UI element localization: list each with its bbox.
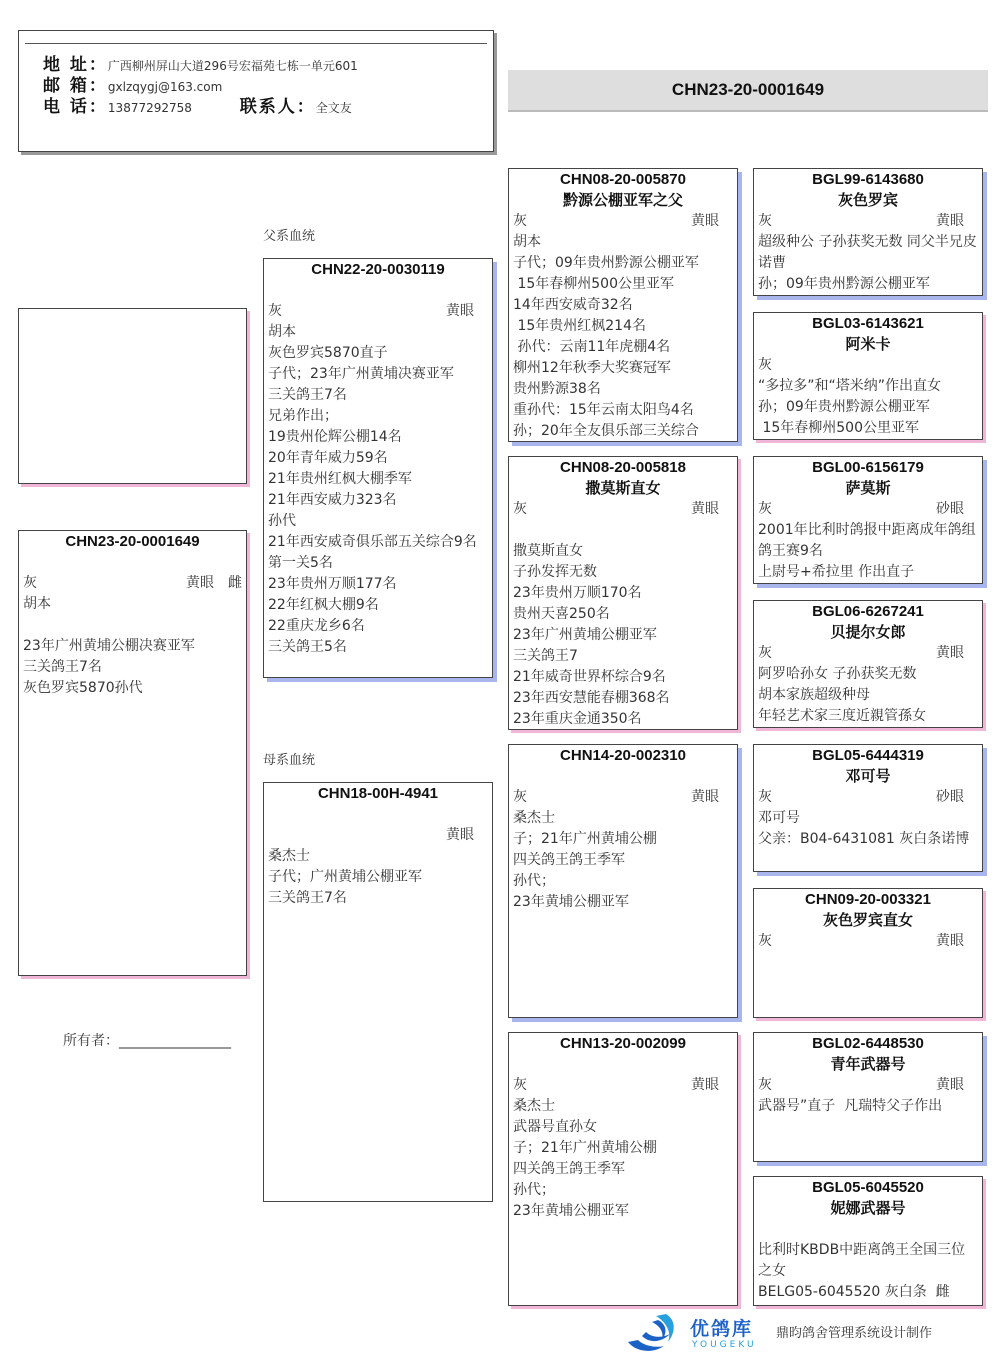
fmm-attrs (754, 643, 982, 664)
ffm-attrs (754, 355, 982, 376)
color: 灰 (758, 933, 772, 949)
mfm-card (753, 888, 983, 1018)
title-bar (508, 70, 988, 112)
mmm-notes: 比利时KBDB中距离鸽王全国三位之女 BELG05-6045520 灰白条 雌 (758, 1242, 966, 1300)
eye: 砂眼 (936, 789, 964, 805)
mf-notes: 桑杰士 子；21年广州黄埔公棚 四关鸽王鸽王季军 孙代； 23年黄埔公棚亚军 (513, 810, 657, 910)
sex: 雌 (228, 575, 242, 591)
eye: 黄眼 (186, 575, 214, 591)
mmf-card (753, 1032, 983, 1162)
fmm-name: 贝提尔女郎 (830, 623, 906, 641)
mf-card (508, 744, 738, 1018)
fmm-ring: BGL06-6267241 (812, 603, 924, 620)
ffm-ring: BGL03-6143621 (812, 315, 924, 332)
eye: 黄眼 (936, 645, 964, 661)
owner-line: 所有者：________________ (63, 1033, 231, 1049)
bird-logo-icon (622, 1312, 686, 1356)
color: 灰 (758, 357, 772, 373)
mother-ring: CHN18-00H-4941 (317, 785, 439, 802)
color: 灰 (513, 501, 527, 517)
color: 灰 (513, 789, 527, 805)
eye: 黄眼 (691, 501, 719, 517)
father-attrs (264, 301, 492, 322)
fff-card (753, 168, 983, 296)
mff-ring: BGL05-6444319 (812, 747, 924, 764)
mmm-name: 妮娜武器号 (830, 1199, 906, 1217)
eye: 黄眼 (936, 213, 964, 229)
mfm-attrs (754, 931, 982, 952)
color: 灰 (513, 213, 527, 229)
fm-ring: CHN08-20-005818 (560, 459, 686, 476)
mff-attrs (754, 787, 982, 808)
phone-value: 13877292758 (107, 101, 192, 115)
mf-name (509, 766, 737, 787)
color: 灰 (513, 1077, 527, 1093)
color: 灰 (758, 645, 772, 661)
mother-section-label: 母系血统 (263, 753, 316, 768)
mfm-ring: CHN09-20-003321 (805, 891, 931, 908)
mmf-name: 青年武器号 (830, 1055, 906, 1073)
mm-name (509, 1054, 737, 1075)
contact-value: 全文友 (315, 101, 352, 115)
mm-card (508, 1032, 738, 1306)
color: 灰 (758, 1077, 772, 1093)
mff-name: 邓可号 (845, 767, 891, 785)
mf-attrs (509, 787, 737, 808)
mother-card (263, 782, 493, 1202)
mff-card (753, 744, 983, 872)
mm-ring: CHN13-20-002099 (560, 1035, 686, 1052)
photo-box (18, 308, 247, 484)
mmf-attrs (754, 1075, 982, 1096)
mother-attrs (264, 825, 492, 846)
email-row: 邮 箱：gxlzqygj@163.com (43, 76, 223, 96)
mfm-name: 灰色罗宾直女 (822, 911, 913, 929)
color: 灰 (758, 213, 772, 229)
address-row: 地 址：广西柳州屏山大道296号宏福苑七栋一单元601 (43, 55, 358, 75)
father-card (263, 258, 493, 678)
eye: 砂眼 (936, 501, 964, 517)
ffm-card (753, 312, 983, 440)
fmm-card (753, 600, 983, 728)
main-bird-card (18, 530, 247, 976)
fff-attrs (754, 211, 982, 232)
mf-ring: CHN14-20-002310 (560, 747, 686, 764)
fmf-card (753, 456, 983, 584)
fmf-notes: 2001年比利时鸽报中距离成年鸽组鸽王赛9名 上尉号+希拉里 作出直子 (758, 522, 976, 580)
eye: 黄眼 (446, 827, 474, 843)
address-value: 广西柳州屏山大道296号宏福苑七栋一单元601 (107, 59, 358, 73)
fff-name: 灰色罗宾 (837, 191, 898, 209)
father-section-label: 父系血统 (263, 229, 316, 244)
brand-en: YOUGEKU (692, 1340, 757, 1350)
mmm-ring: BGL05-6045520 (812, 1179, 924, 1196)
main-bird-notes: 胡本 23年广州黄埔公棚决赛亚军 三关鸽王7名 灰色罗宾5870孙代 (23, 596, 195, 696)
fmf-ring: BGL00-6156179 (812, 459, 924, 476)
mm-notes: 桑杰士 武器号直孙女 子；21年广州黄埔公棚 四关鸽王鸽王季军 孙代； 23年黄埔公棚亚军 (513, 1098, 657, 1219)
email-value: gxlzqygj@163.com (107, 80, 223, 94)
ffm-notes: “多拉多”和“塔米纳”作出直女 孙；09年贵州黔源公棚亚军 15年春柳州500公里亚军 (758, 378, 942, 436)
mmm-card (753, 1176, 983, 1306)
mother-notes: 桑杰士 子代；广州黄埔公棚亚军 三关鸽王7名 (268, 848, 422, 906)
color: 灰 (23, 575, 37, 591)
footer-brand (622, 1312, 982, 1358)
color: 灰 (758, 789, 772, 805)
fff-ring: BGL99-6143680 (812, 171, 924, 188)
ff-name: 黔源公棚亚军之父 (562, 191, 683, 209)
fm-name: 撒莫斯直女 (585, 479, 661, 497)
fm-notes: 撒莫斯直女 子孙发挥无数 23年贵州万顺170名 贵州天喜250名 23年广州黄埔公棚亚军 三关鸽王7 21年威奇世界杯综合9名 23年西安慧能春棚368名 23年重庆金通350名 (513, 543, 670, 727)
fmf-name: 萨莫斯 (845, 479, 891, 497)
father-notes: 胡本 灰色罗宾5870直子 子代；23年广州黄埔决赛亚军 三关鸽王7名 兄弟作出； 19贵州伦辉公棚14名 20年青年威力59名 21年贵州红枫大棚季军 21年西安威力323名 孙代 21年西安威奇俱乐部五关综合9名 第一关5名 23年贵州万顺177名 22年红枫大棚9名 22重庆龙乡6名 三关鸽王5名 (268, 324, 477, 655)
ff-notes: 胡本 子代；09年贵州黔源公棚亚军 15年春柳州500公里亚军 14年西安威奇32名 15年贵州红枫214名 孙代：云南11年虎棚4名 柳州12年秋季大奖赛冠军 贵州黔源38名 重孙代：15年云南太阳鸟4名 孙；20年全友俱乐部三关综合 (513, 234, 699, 439)
main-bird-attrs (19, 573, 246, 594)
eye: 黄眼 (446, 303, 474, 319)
ff-attrs (509, 211, 737, 232)
mmf-ring: BGL02-6448530 (812, 1035, 924, 1052)
ffm-name: 阿米卡 (845, 335, 891, 353)
fmm-notes: 阿罗哈孙女 子孙获奖无数 胡本家族超级种母 年轻艺术家三度近親管孫女 (758, 666, 926, 724)
eye: 黄眼 (936, 1077, 964, 1093)
color: 灰 (268, 303, 282, 319)
eye: 黄眼 (691, 789, 719, 805)
brand-cn: 优鸽库 (690, 1318, 754, 1340)
eye: 黄眼 (936, 933, 964, 949)
color: 灰 (758, 501, 772, 517)
header-rule (25, 43, 487, 44)
ff-ring: CHN08-20-005870 (560, 171, 686, 188)
mm-attrs (509, 1075, 737, 1096)
father-ring: CHN22-20-0030119 (311, 261, 445, 278)
ff-card (508, 168, 738, 442)
phone-row: 电 话：13877292758 联系人：全文友 (43, 97, 352, 117)
eye: 黄眼 (691, 1077, 719, 1093)
fm-card (508, 456, 738, 730)
fm-attrs (509, 499, 737, 520)
footer-credit: 鼎昀鸽舍管理系统设计制作 (776, 1326, 933, 1341)
main-bird-ring: CHN23-20-0001649 (65, 533, 200, 550)
fmf-attrs (754, 499, 982, 520)
eye: 黄眼 (691, 213, 719, 229)
contact-box (18, 30, 494, 152)
fff-notes: 超级种公 子孙获奖无数 同父半兄皮诺曹 孙；09年贵州黔源公棚亚军 (758, 234, 977, 292)
title-ring: CHN23-20-0001649 (671, 80, 825, 99)
mmf-notes: 武器号”直子 凡瑞特父子作出 (758, 1098, 943, 1114)
mff-notes: 邓可号 父亲：B04-6431081 灰白条诺博 (758, 810, 970, 847)
